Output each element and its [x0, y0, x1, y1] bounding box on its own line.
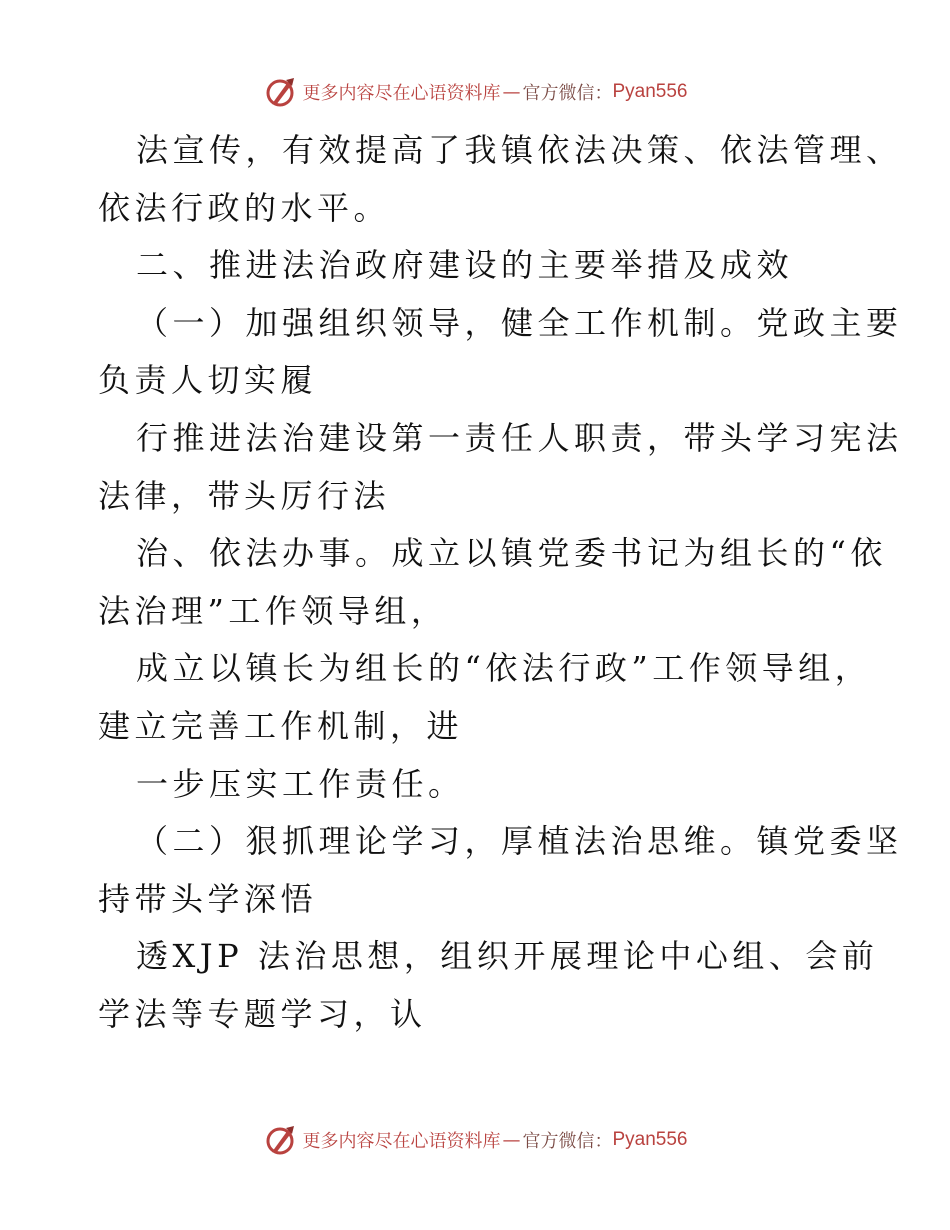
paragraph-line: 学法等专题学习，认	[98, 994, 427, 1033]
paragraph-line: 一步压实工作责任。	[136, 764, 465, 803]
quill-pen-logo-icon	[262, 1122, 298, 1158]
paragraph-line: 透XJP 法治思想，组织开展理论中心组、会前	[136, 937, 879, 976]
footer-separator: —	[502, 1129, 521, 1151]
paragraph-line: （一）加强组织领导，健全工作机制。党政主要	[136, 303, 903, 342]
paragraph-line: 持带头学深悟	[98, 879, 318, 918]
document-body	[98, 122, 903, 1044]
header-slogan: 更多内容尽在心语资料库	[302, 83, 501, 104]
paragraph-line: 法治理”工作领导组，	[98, 591, 448, 630]
header-banner	[0, 72, 950, 112]
header-wechat-id: Pyan556	[612, 81, 688, 102]
footer-wechat-id: Pyan556	[612, 1129, 688, 1150]
header-wechat-label: 官方微信：	[522, 83, 613, 104]
section-heading: 二、推进法治政府建设的主要举措及成效	[136, 246, 794, 285]
footer-slogan: 更多内容尽在心语资料库	[302, 1131, 501, 1152]
paragraph-line: 建立完善工作机制，进	[98, 706, 464, 745]
paragraph-line: 行推进法治建设第一责任人职责，带头学习宪法	[136, 418, 903, 457]
header-separator: —	[502, 81, 521, 103]
footer-wechat-label: 官方微信：	[522, 1131, 613, 1152]
paragraph-line: 法律，带头厉行法	[98, 476, 391, 515]
footer-banner	[0, 1120, 950, 1160]
paragraph-line: 依法行政的水平。	[98, 188, 391, 227]
paragraph-line: 成立以镇长为组长的“依法行政”工作领导组，	[136, 649, 872, 688]
paragraph-line: 法宣传，有效提高了我镇依法决策、依法管理、	[136, 131, 903, 169]
paragraph-line: 治、依法办事。成立以镇党委书记为组长的“依	[136, 534, 887, 573]
quill-pen-logo-icon	[262, 74, 298, 110]
paragraph-line: （二）狠抓理论学习，厚植法治思维。镇党委坚	[136, 822, 903, 861]
paragraph-line: 负责人切实履	[98, 361, 318, 400]
